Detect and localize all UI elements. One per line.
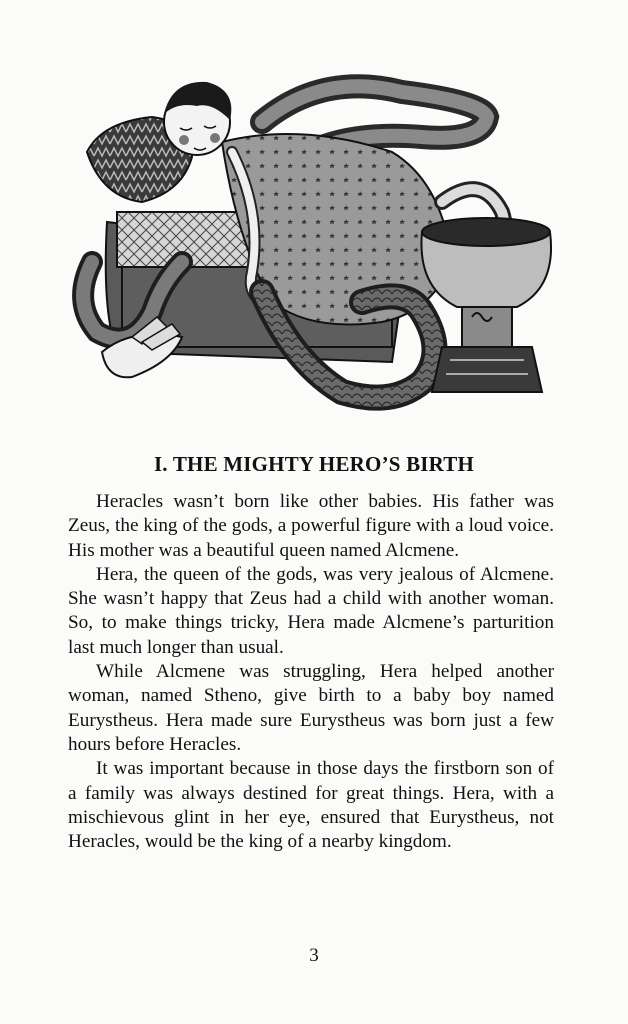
paragraph: Hera, the queen of the gods, was very jealous of Alcmene. She wasn’t happy that Zeus had a child with another woman. So, to make things tricky, Hera made Alcmene’s parturition last much longer than usual. xyxy=(68,563,554,658)
body-text xyxy=(68,490,554,854)
page-number: 3 xyxy=(309,945,319,966)
paragraph: Heracles wasn’t born like other babies. His father was Zeus, the king of the gods, a powerful figure with a loud voice. His mother was a beautiful queen named Alcmene. xyxy=(68,491,554,561)
chapter-title: I. THE MIGHTY HERO’S BIRTH xyxy=(153,452,475,476)
paragraph: It was important because in those days the firstborn son of a family was always destined for great things. Hera, with a mischievous glint in her eye, ensured that Eurystheus, not Heracles, would be the king of a nearby kingdom. xyxy=(68,758,554,853)
paragraph: While Alcmene was struggling, Hera helped another woman, named Stheno, give birth to a baby boy named Eurystheus. Hera made sure Eurystheus was born just a few hours before Heracles. xyxy=(68,661,554,755)
chapter-illustration xyxy=(62,62,562,412)
